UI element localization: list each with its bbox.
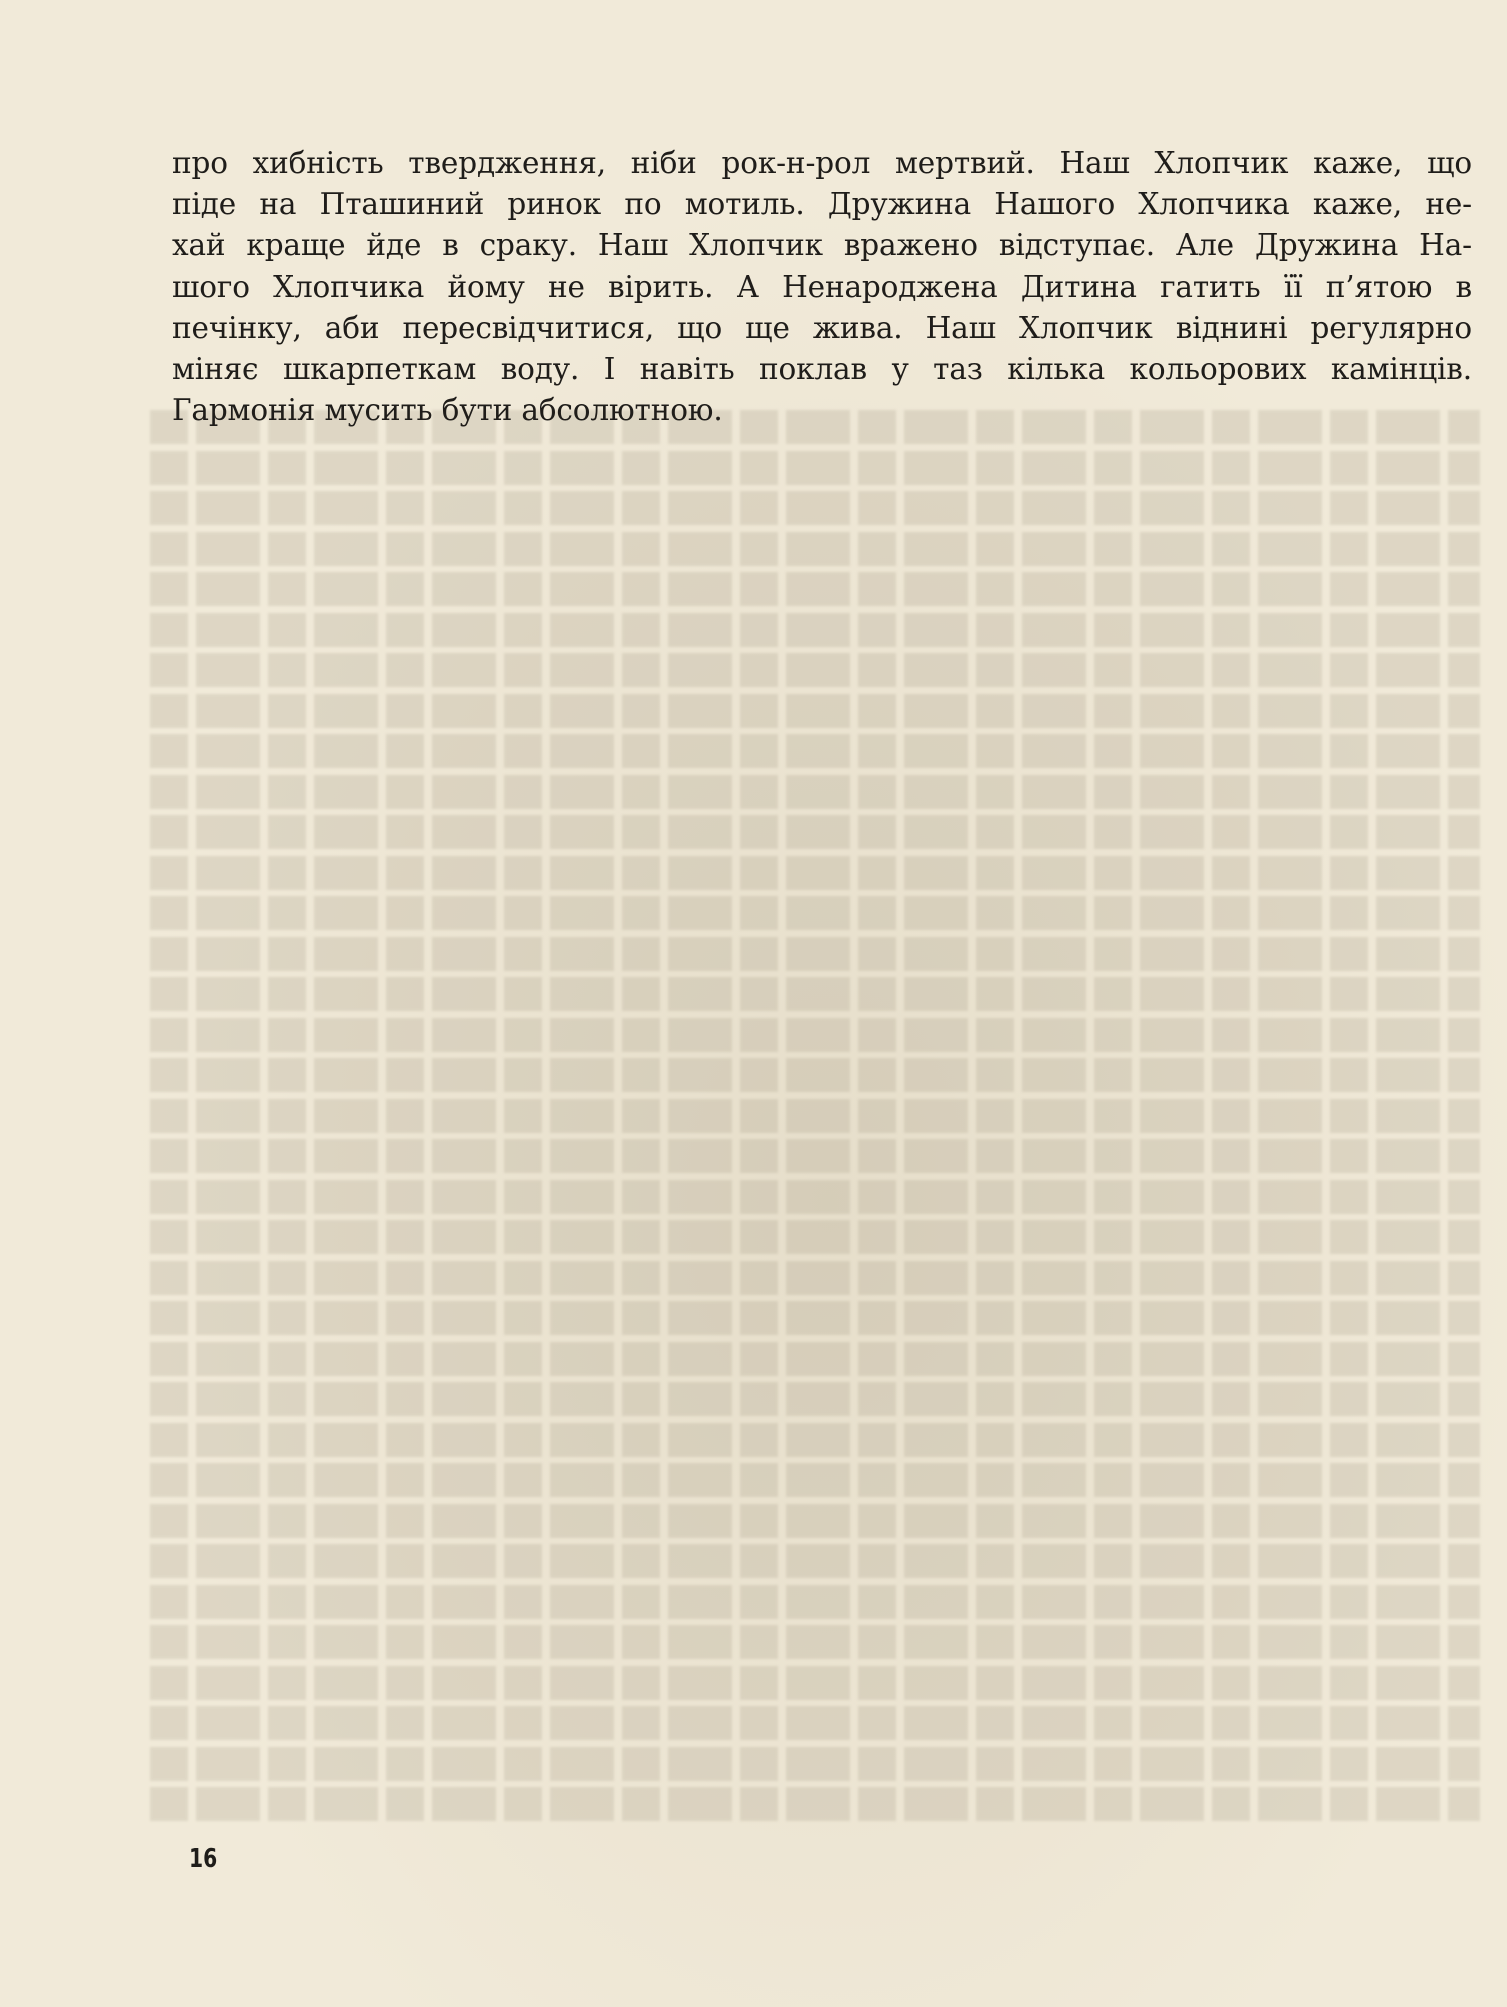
text-line: Гармонія мусить бути абсолютною. — [172, 393, 723, 428]
text-line: про хибність твердження, ніби рок-н-рол мертвий. Наш Хлопчик каже, що — [172, 146, 1472, 180]
text-line: міняє шкарпеткам воду. І навіть поклав у таз кілька кольорових камінців. — [172, 352, 1472, 387]
text-line: шого Хлопчика йому не вірить. А Ненароджена Дитина гатить її п’ятою в — [172, 269, 1472, 304]
body-paragraph — [172, 143, 1472, 431]
show-through-text — [150, 410, 1480, 1850]
text-line: піде на Пташиний ринок по мотиль. Дружина Нашого Хлопчика каже, не- — [172, 187, 1472, 222]
text-line: хай краще йде в сраку. Наш Хлопчик вражено відступає. Але Дружина На- — [172, 228, 1472, 263]
text-line: печінку, аби пересвідчитися, що ще жива. Наш Хлопчик віднині регулярно — [172, 310, 1472, 345]
page-number: 16 — [189, 1844, 218, 1874]
